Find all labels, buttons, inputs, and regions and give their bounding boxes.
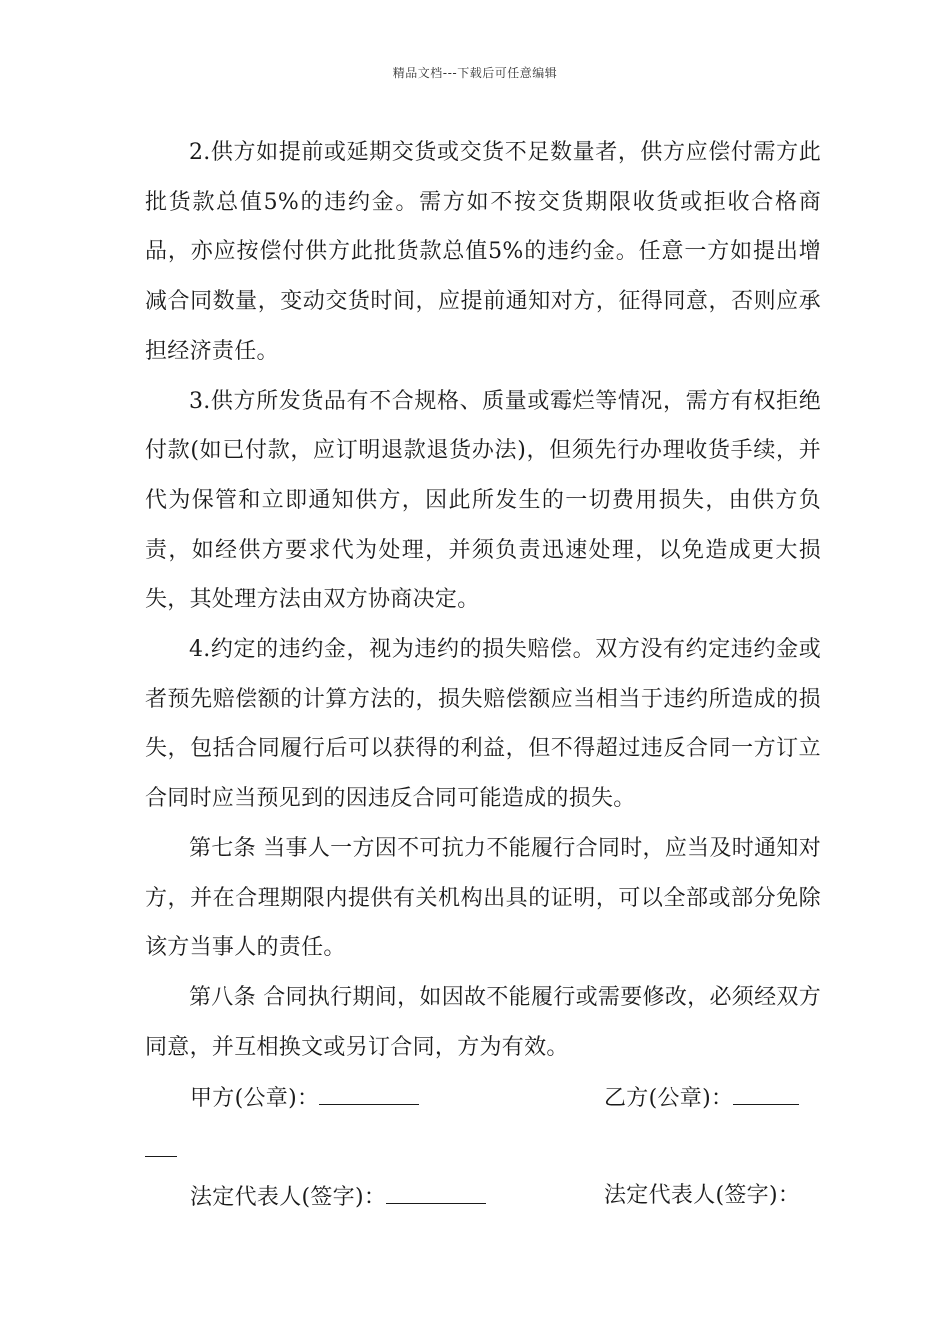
party-a-seal bbox=[190, 1082, 419, 1114]
party-b-rep-label: 法定代表人(签字)： bbox=[604, 1183, 801, 1208]
party-a-rep-label: 法定代表人(签字)： bbox=[190, 1185, 387, 1210]
party-b-seal-blank[interactable] bbox=[733, 1082, 799, 1105]
party-a-seal-label: 甲方(公章)： bbox=[190, 1086, 320, 1111]
paragraph-article-7: 第七条 当事人一方因不可抗力不能履行合同时，应当及时通知对方，并在合理期限内提供有关机构出具的证明，可以全部或部分免除该方当事人的责任。 bbox=[145, 835, 821, 961]
party-b-seal-blank-continuation bbox=[145, 1156, 177, 1157]
page-header: 精品文档---下载后可任意编辑 bbox=[392, 66, 558, 80]
party-a-representative bbox=[190, 1181, 486, 1213]
party-b-representative bbox=[604, 1181, 800, 1211]
party-b-seal bbox=[604, 1082, 799, 1114]
paragraph-article-8: 第八条 合同执行期间，如因故不能履行或需要修改，必须经双方同意，并互相换文或另订合同，方为有效。 bbox=[145, 984, 821, 1060]
party-a-seal-blank[interactable] bbox=[319, 1082, 419, 1105]
party-b-seal-label: 乙方(公章)： bbox=[604, 1086, 734, 1111]
party-a-rep-blank[interactable] bbox=[386, 1181, 486, 1204]
document-body bbox=[145, 128, 821, 1072]
paragraph-clause-4: 4.约定的违约金，视为违约的损失赔偿。双方没有约定违约金或者预先赔偿额的计算方法的，损失赔偿额应当相当于违约所造成的损失，包括合同履行后可以获得的利益，但不得超过违反合同一方订立合同时应当预见到的因违反合同可能造成的损失。 bbox=[145, 637, 821, 812]
paragraph-clause-3: 3.供方所发货品有不合规格、质量或霉烂等情况，需方有权拒绝付款(如已付款，应订明退款退货办法)，但须先行办理收货手续，并代为保管和立即通知供方，因此所发生的一切费用损失，由供方负责，如经供方要求代为处理，并须负责迅速处理，以免造成更大损失，其处理方法由双方协商决定。 bbox=[145, 388, 821, 613]
paragraph-clause-2: 2.供方如提前或延期交货或交货不足数量者，供方应偿付需方此批货款总值5%的违约金。需方如不按交货期限收货或拒收合格商品，亦应按偿付供方此批货款总值5%的违约金。任意一方如提出增减合同数量，变动交货时间，应提前通知对方，征得同意，否则应承担经济责任。 bbox=[145, 140, 821, 364]
